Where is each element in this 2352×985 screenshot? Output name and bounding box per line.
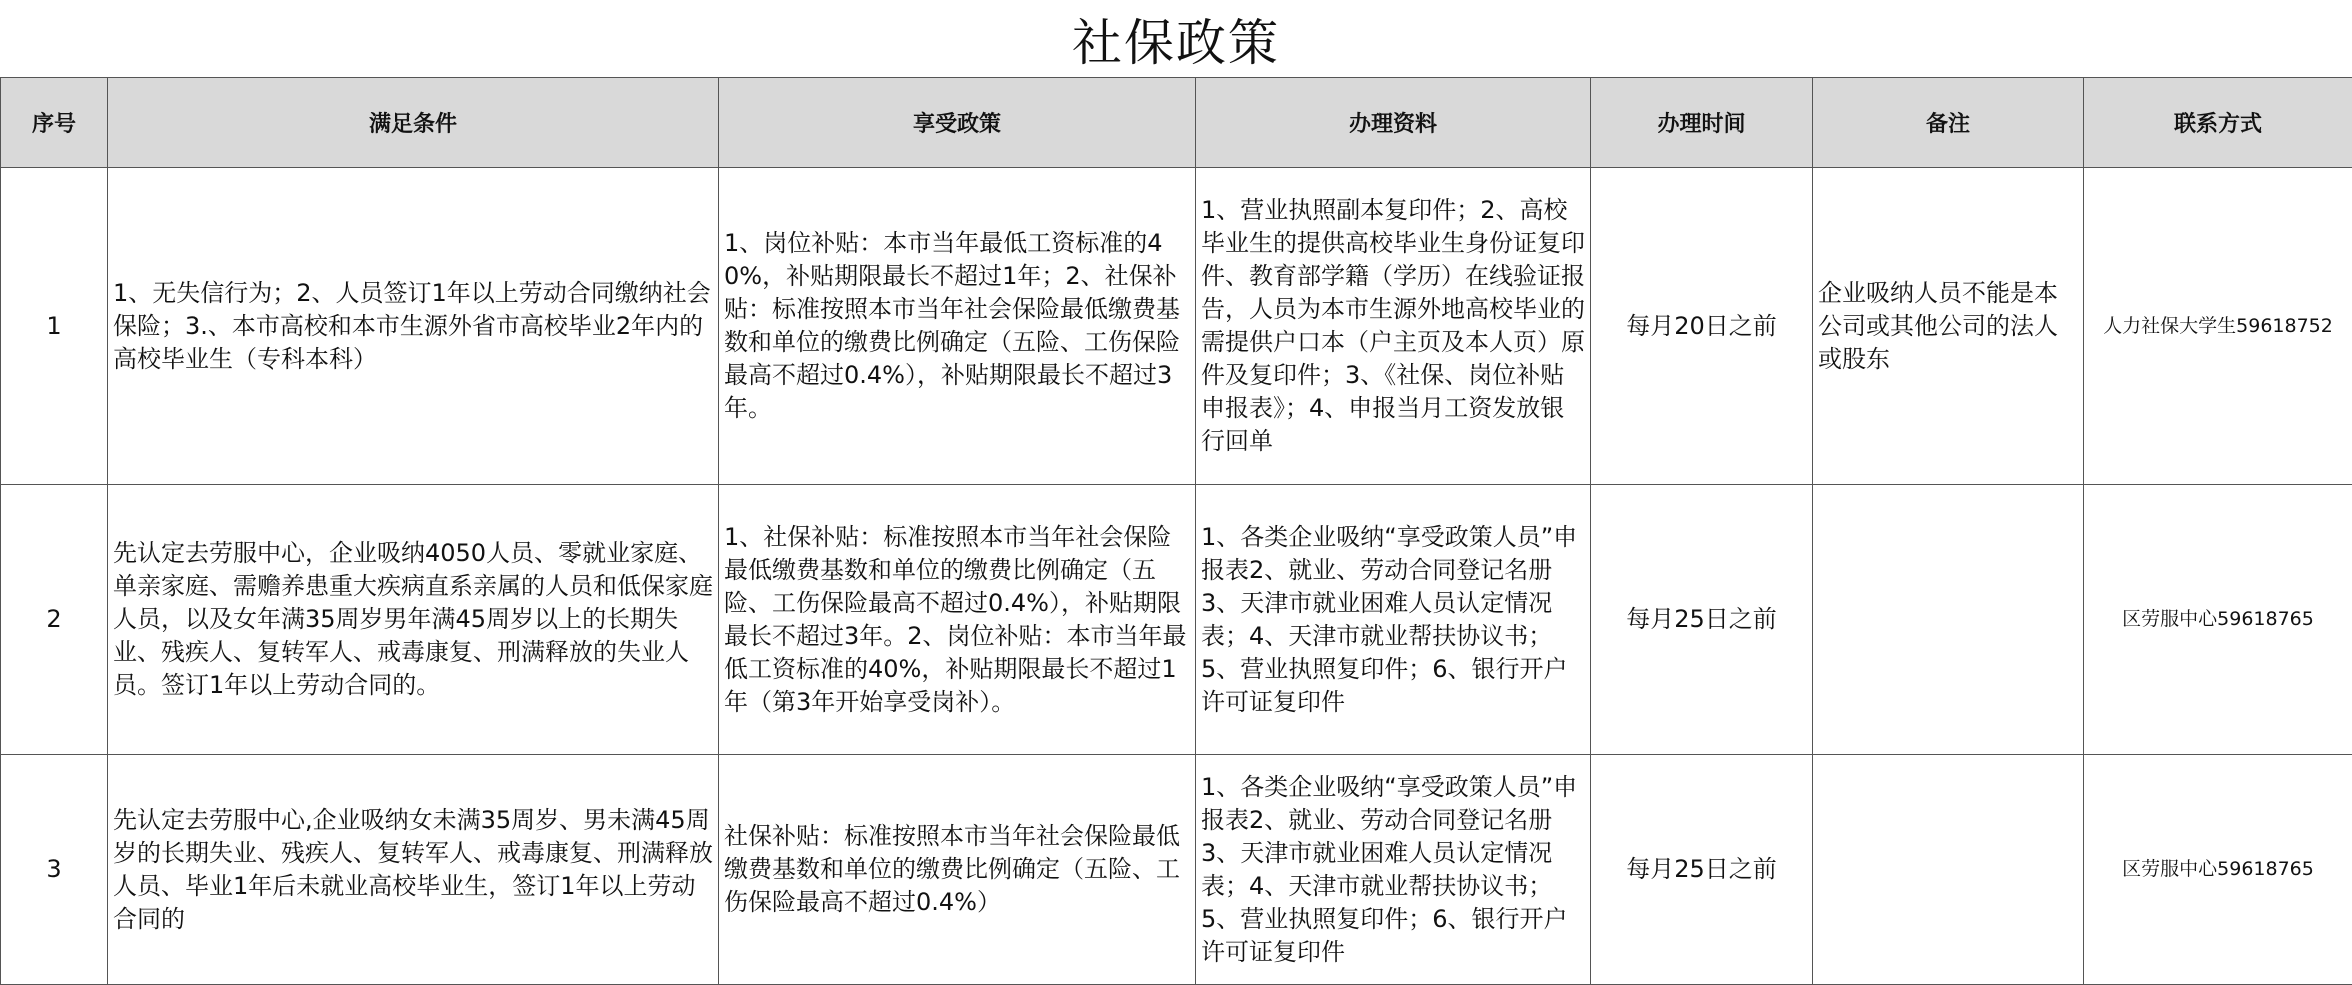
header-cell-materials[interactable]: 办理资料 [1196, 78, 1591, 168]
header-cell-time[interactable]: 办理时间 [1591, 78, 1813, 168]
policy-table [0, 77, 2352, 985]
cell-conditions[interactable]: 1、无失信行为；2、人员签订1年以上劳动合同缴纳社会保险；3.、本市高校和本市生源外省市高校毕业2年内的高校毕业生（专科本科） [108, 168, 719, 485]
header-cell-no[interactable]: 序号 [1, 78, 108, 168]
cell-remark[interactable]: 企业吸纳人员不能是本公司或其他公司的法人或股东 [1813, 168, 2084, 485]
cell-no[interactable]: 3 [1, 755, 108, 985]
header-cell-policy[interactable]: 享受政策 [719, 78, 1196, 168]
table-row [1, 485, 2352, 755]
cell-policy[interactable]: 1、社保补贴：标准按照本市当年社会保险最低缴费基数和单位的缴费比例确定（五险、工伤保险最高不超过0.4%），补贴期限最长不超过3年。2、岗位补贴：本市当年最低工资标准的40%，补贴期限最长不超过1年（第3年开始享受岗补）。 [719, 485, 1196, 755]
cell-conditions[interactable]: 先认定去劳服中心，企业吸纳4050人员、零就业家庭、单亲家庭、需赡养患重大疾病直系亲属的人员和低保家庭人员，以及女年满35周岁男年满45周岁以上的长期失业、残疾人、复转军人、戒毒康复、刑满释放的失业人员。签订1年以上劳动合同的。 [108, 485, 719, 755]
cell-time[interactable]: 每月25日之前 [1591, 755, 1813, 985]
cell-time[interactable]: 每月25日之前 [1591, 485, 1813, 755]
cell-no[interactable]: 1 [1, 168, 108, 485]
cell-no[interactable]: 2 [1, 485, 108, 755]
table-row [1, 755, 2352, 985]
cell-conditions[interactable]: 先认定去劳服中心,企业吸纳女未满35周岁、男未满45周岁的长期失业、残疾人、复转军人、戒毒康复、刑满释放人员、毕业1年后未就业高校毕业生，签订1年以上劳动合同的 [108, 755, 719, 985]
header-cell-conditions[interactable]: 满足条件 [108, 78, 719, 168]
cell-contact[interactable]: 人力社保大学生59618752 [2084, 168, 2352, 485]
cell-contact[interactable]: 区劳服中心59618765 [2084, 755, 2352, 985]
cell-policy[interactable]: 1、岗位补贴：本市当年最低工资标准的40%，补贴期限最长不超过1年；2、社保补贴：标准按照本市当年社会保险最低缴费基数和单位的缴费比例确定（五险、工伤保险最高不超过0.4%），补贴期限最长不超过3年。 [719, 168, 1196, 485]
header-row [1, 78, 2352, 168]
page-title: 社保政策 [0, 0, 2352, 78]
cell-time[interactable]: 每月20日之前 [1591, 168, 1813, 485]
cell-materials[interactable]: 1、各类企业吸纳“享受政策人员”申报表2、就业、劳动合同登记名册3、天津市就业困难人员认定情况表；4、天津市就业帮扶协议书；5、营业执照复印件；6、银行开户许可证复印件 [1196, 485, 1591, 755]
cell-remark[interactable] [1813, 755, 2084, 985]
cell-policy[interactable]: 社保补贴：标准按照本市当年社会保险最低缴费基数和单位的缴费比例确定（五险、工伤保险最高不超过0.4%） [719, 755, 1196, 985]
cell-contact[interactable]: 区劳服中心59618765 [2084, 485, 2352, 755]
header-cell-remark[interactable]: 备注 [1813, 78, 2084, 168]
cell-remark[interactable] [1813, 485, 2084, 755]
header-cell-contact[interactable]: 联系方式 [2084, 78, 2352, 168]
cell-materials[interactable]: 1、营业执照副本复印件；2、高校毕业生的提供高校毕业生身份证复印件、教育部学籍（学历）在线验证报告，人员为本市生源外地高校毕业的需提供户口本（户主页及本人页）原件及复印件；3、《社保、岗位补贴申报表》；4、申报当月工资发放银行回单 [1196, 168, 1591, 485]
table-row [1, 168, 2352, 485]
cell-materials[interactable]: 1、各类企业吸纳“享受政策人员”申报表2、就业、劳动合同登记名册3、天津市就业困难人员认定情况表；4、天津市就业帮扶协议书；5、营业执照复印件；6、银行开户许可证复印件 [1196, 755, 1591, 985]
